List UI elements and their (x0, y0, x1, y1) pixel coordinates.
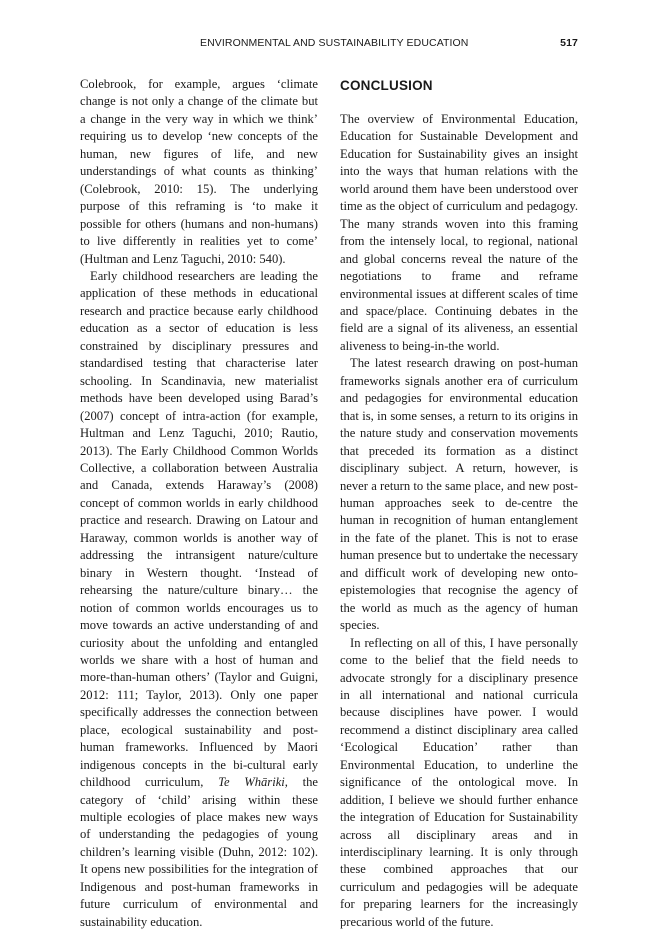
paragraph: The latest research drawing on post-human frameworks signals another era of curriculum and pedagogies for environmental education that is, in some senses, a return to its origins in the nature study and conservation movements that preceded its formation as a distinct disciplinary subject. A return, however, is never a return to the same place, and new post-human approaches seek to de-centre the human in recognition of human entanglement in the fate of the planet. This is not to erase human presence but to undertake the necessary and difficult work of developing new onto-epistemologies that recognise the agency of the world as much as the agency of human species. (340, 356, 578, 633)
paragraph: Colebrook, for example, argues ‘climate change is not only a change of the climate but a change in the very way in which we think’ requiring us to develop ‘new concepts of the human, new figures of life, and new understandings of what counts as thinking’ (Colebrook, 2010: 15). The underlying purpose of this reframing is ‘to make it possible for others (humans and non-humans) to live differently in realities yet to come’ (Hultman and Lenz Taguchi, 2010: 540). (80, 77, 318, 266)
paragraph-text: the category of ‘child’ arising within these multiple ecologies of place makes new ways of understanding the pedagogies of young children’s learning visible (Duhn, 2012: 102). It opens new possibilities for the integration of Indigenous and post-human frameworks in future curriculum of environmental and sustainability education. (80, 775, 318, 929)
paragraph: The overview of Environmental Education, Education for Sustainable Development and Education for Sustainability gives an insight into the ways that human relations with the world around them have been understood over time as the object of curriculum and pedagogy. The many strands woven into this framing from the intensely local, to regional, national and global concerns reveal the nature of the negotiations to frame and reframe environmental issues at different scales of time and space/place. Continuing debates in the field are a signal of its aliveness, an essential aliveness to being-in-the world. (340, 112, 578, 353)
page-number: 517 (560, 37, 578, 49)
paragraph: In reflecting on all of this, I have personally come to the belief that the field needs to advocate strongly for a disciplinary presence in all international and national curricula because disciplines have power. I would recommend a distinct disciplinary area called ‘Ecological Education’ rather than Environmental Education, to underline the significance of the ontological move. In addition, I believe we should further enhance the integration of Education for Sustainability across all disciplinary areas and in interdisciplinary learning. It is only through these combined approaches that our curriculum and pedagogies will be adequate for preparing learners for the increasingly precarious world of the future. (340, 635, 578, 929)
running-head (0, 37, 650, 51)
right-column (340, 76, 578, 931)
section-heading: CONCLUSION (340, 78, 433, 93)
running-title: ENVIRONMENTAL AND SUSTAINABILITY EDUCATION (200, 37, 469, 49)
paragraph (80, 268, 318, 931)
paragraph-text: Early childhood researchers are leading the application of these methods in educational research and practice because early childhood education as a sector of education is less constrained by disciplinary pressures and standardised testing that characterise later schooling. In Scandinavia, new materialist methods have been developed using Barad’s (2007) concept of intra-action (for example, Hultman and Lenz Taguchi, 2010; Rautio, 2013). The Early Childhood Common Worlds Collective, a collaboration between Australia and Canada, extends Haraway’s (2008) concept of common worlds in early childhood practice and research. Drawing on Latour and Haraway, common worlds is another way of addressing the intransigent nature/culture binary in Western thought. ‘Instead of rehearsing the nature/culture binary… the notion of common worlds encourages us to move towards an active understanding of and curiosity about the unfolding and entangled worlds we share with a host of human and more-than-human others’ (Taylor and Guigni, 2012: 111; Taylor, 2013). Only one paper specifically addresses the connection between place, ecological sustainability and post-human frameworks. Influenced by Maori indigenous concepts in the bi-cultural early childhood curriculum, (80, 268, 318, 790)
italic-term: Te Whāriki, (218, 775, 288, 790)
left-column (80, 76, 318, 931)
